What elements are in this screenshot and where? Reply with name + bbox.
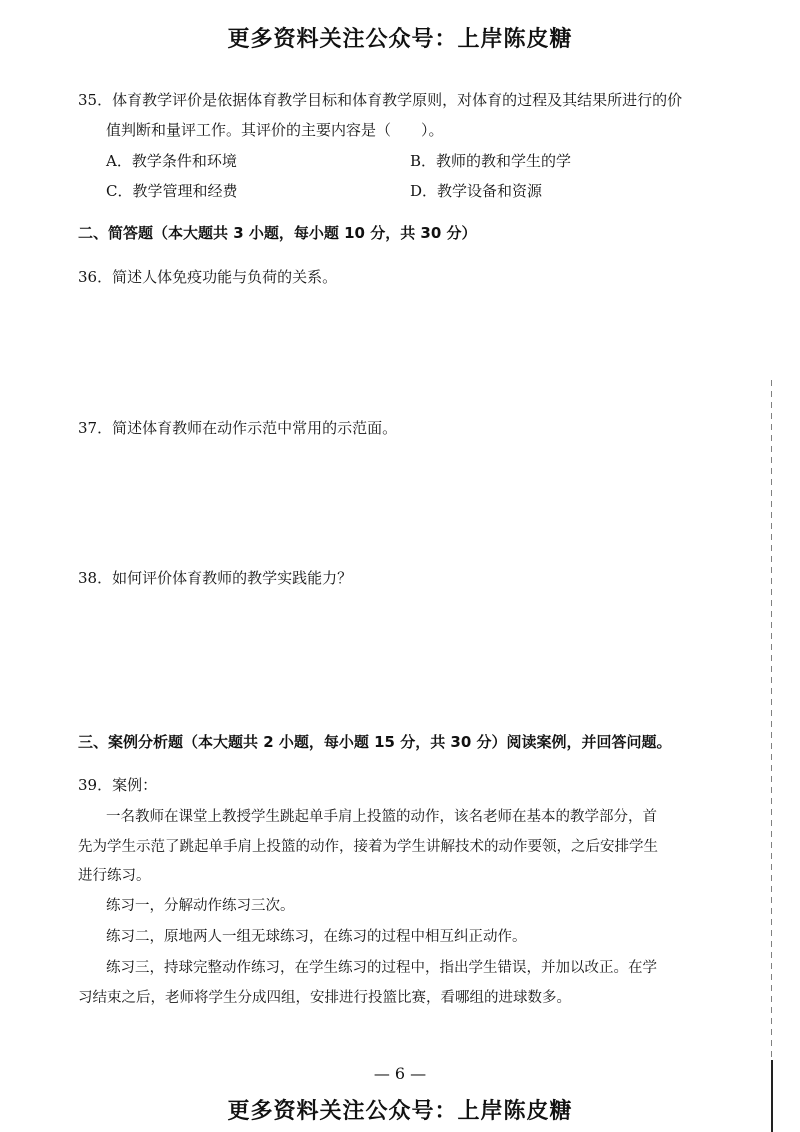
section2-heading: 二、简答题（本大题共 3 小题，每小题 10 分，共 30 分） [78, 224, 477, 242]
footer-banner: 更多资料关注公众号：上岸陈皮糖 [227, 1099, 573, 1124]
page-number: — 6 — [373, 1064, 427, 1083]
q35-option-d: D．教学设备和资源 [410, 182, 543, 200]
scan-edge-solid [771, 1060, 773, 1132]
header-banner: 更多资料关注公众号：上岸陈皮糖 [227, 27, 573, 52]
q35-line2: 值判断和量评工作。其评价的主要内容是（ ）。 [106, 121, 444, 139]
q38-text: 38．如何评价体育教师的教学实践能力？ [78, 569, 353, 587]
q39-paragraph-line1: 一名教师在课堂上教授学生跳起单手肩上投篮的动作，该名老师在基本的教学部分，首 [106, 809, 657, 825]
q39-paragraph-line3: 进行练习。 [78, 868, 151, 884]
q35-line1: 35．体育教学评价是依据体育教学目标和体育教学原则，对体育的过程及其结果所进行的价 [78, 91, 683, 109]
q39-exercise3-line2: 习结束之后，老师将学生分成四组，安排进行投篮比赛，看哪组的进球数多。 [78, 990, 571, 1006]
scan-edge-dashed [771, 380, 772, 1132]
q37-text: 37．简述体育教师在动作示范中常用的示范面。 [78, 419, 398, 437]
q39-label: 39．案例： [78, 776, 158, 794]
q39-exercise2: 练习二，原地两人一组无球练习，在练习的过程中相互纠正动作。 [106, 929, 527, 945]
q39-exercise3-line1: 练习三，持球完整动作练习，在学生练习的过程中，指出学生错误，并加以改正。在学 [106, 960, 657, 976]
q36-text: 36．简述人体免疫功能与负荷的关系。 [78, 268, 338, 286]
q35-option-a: A．教学条件和环境 [106, 152, 237, 170]
q39-exercise1: 练习一，分解动作练习三次。 [106, 898, 295, 914]
q39-paragraph-line2: 先为学生示范了跳起单手肩上投篮的动作，接着为学生讲解技术的动作要领，之后安排学生 [78, 839, 658, 855]
section3-heading: 三、案例分析题（本大题共 2 小题，每小题 15 分，共 30 分）阅读案例，并回答问题。 [78, 733, 672, 751]
q35-option-c: C．教学管理和经费 [106, 182, 238, 200]
q35-option-b: B．教师的教和学生的学 [410, 152, 572, 170]
